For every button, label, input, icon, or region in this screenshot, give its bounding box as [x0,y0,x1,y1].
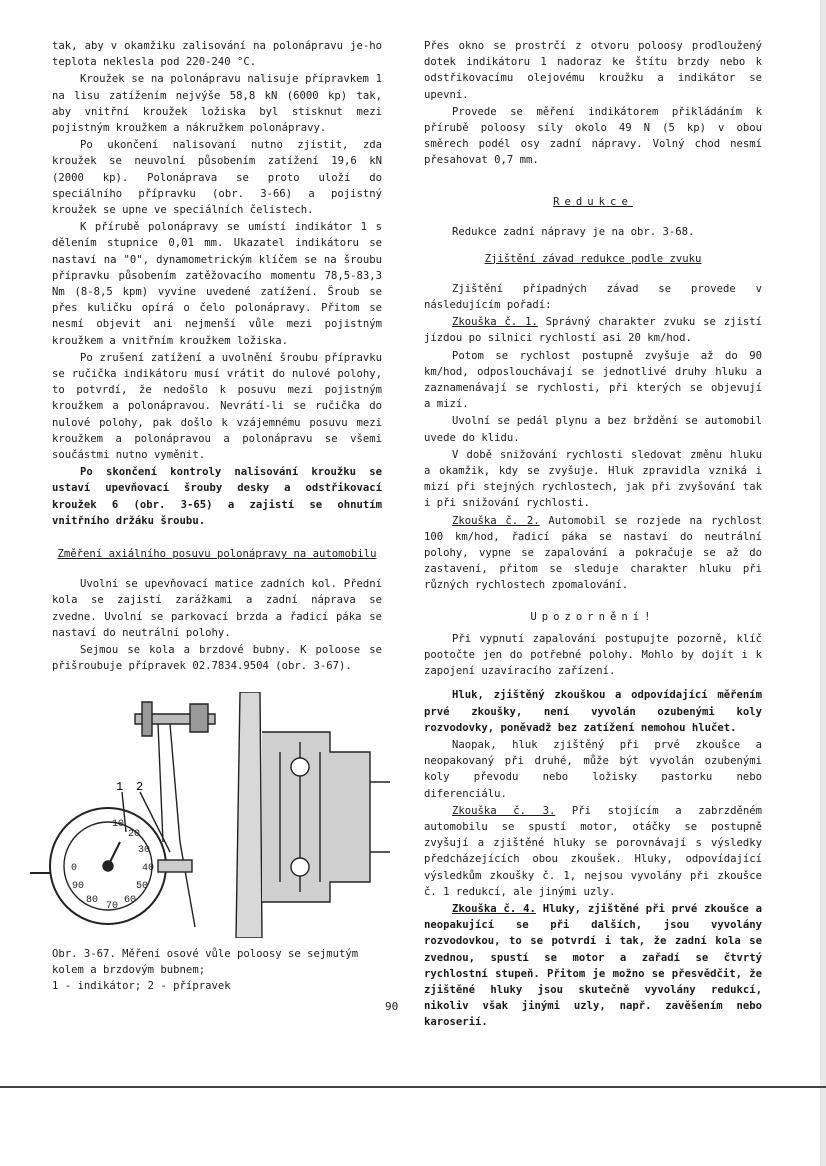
paragraph: Sejmou se kola a brzdové bubny. K poloose se přišroubuje přípravek 02.7834.9504 (obr. 3-67). [52,643,382,673]
test-label: Zkouška č. 1. [452,316,538,329]
figure-label-2: 2 [136,780,144,794]
paragraph: Kroužek se na polonápravu nalisuje přípravkem 1 na lisu zatížením nejvýše 58,8 kN (6000 kp) tak, aby vnitřní kroužek ložiska byl stisknut mezi pojistným kroužkem a nákružkem polonápravy. [52,73,382,135]
figure-label-1: 1 [116,780,124,794]
paragraph: Po zrušení zatížení a uvolnění šroubu přípravku se ručička indikátoru musí vrátit do nulové polohy, to potvrdí, že nedošlo k posuvu mezi pojistným kroužkem a polonápravou. Nevrátí-li se ručička do nulové polohy, pak došlo k vzájemnému posuvu mezi kroužkem a polonápravou a polonápravu se všemi součástmi nutno vyměnit. [52,351,382,462]
paragraph-text: Při stojícím a zabrzděném automobilu se spustí motor, otáčky se postupně zvyšují a zjištěné hluky se porovnávají s výsledky předcházejících obou zkoušek. Hluky, odpovídající výsledkům zkoušky č. 1, nejsou vyvolány při zkoušce č. 1 redukcí, ale jinými uzly. [424,804,763,898]
paragraph: Potom se rychlost postupně zvyšuje až do 90 km/hod, odposlouchávají se jednotlivé druhy hluku a zaznamenávají se rychlosti, při kterých se objevují a mizí. [424,349,762,411]
paragraph: V době snižování rychlosti sledovat změnu hluku a okamžik, kdy se zvyšuje. Hluk zpravidla vzniká i mizí při stejných rychlostech, jak při zvyšování tak i při snižování rychlosti. [424,448,762,510]
scan-edge-shadow [820,0,826,1166]
dial-number: 60 [123,895,137,906]
paragraph [424,314,762,346]
warning-heading: Upozornění! [530,610,656,623]
paragraph [424,803,762,900]
dial-number: 0 [70,863,78,874]
test-label: Zkouška č. 4. [452,902,536,915]
dial-number: 30 [137,845,151,856]
paragraph-text: Hluky, zjištěné při prvé zkoušce a neopakující se při dalších, jsou vyvolány rozvodovkou, to se potvrdí i tak, že zadní kola se zvednou, spustí se motor a zařadí se čtvrtý rychlostní stupeň. Přitom je možno se přesvědčit, že zjištěné hluky jsou skutečně vyvolány redukcí, nikoliv však jinými uzly, např. zavěšením nebo karoserií. [424,902,762,1029]
dial-number: 90 [71,881,85,892]
dial-number: 40 [141,863,155,874]
paragraph: Uvolní se upevňovací matice zadních kol. Přední kola se zajistí zarážkami a zadní náprava se zvedne. Uvolní se parkovací brzda a řadicí páka se nastaví do neutrální polohy. [52,578,382,639]
figure-caption [52,946,382,995]
dial-number: 20 [127,829,141,840]
paragraph: Zjištění případných závad se provede v následujícím pořadí: [424,282,762,312]
paragraph-text: Správný charakter zvuku se zjistí jízdou po silnici rychlostí asi 20 km/hod. [424,316,762,345]
figure-3-67-axle-indicator [30,692,390,938]
section-heading: Změření axiálního posuvu polonápravy na automobilu [57,548,377,561]
dial-number: 70 [105,901,119,912]
page-number: 90 [385,1000,399,1013]
paragraph: Provede se měření indikátorem přikládáním k přírubě poloosy síly okolo 49 N (5 kp) v obou směrech podél osy zadní nápravy. Volný chod nesmí přesahovat 0,7 mm. [424,105,762,167]
paragraph: tak, aby v okamžiku zalisování na polonápravu je-ho teplota neklesla pod 220-240 °C. [52,40,382,69]
test-label: Zkouška č. 2. [452,514,540,527]
paragraph: Po skončení kontroly nalisování kroužku se ustaví upevňovací šrouby desky a odstřikovací kroužek 6 (obr. 3-65) a zajistí se ohnutím vnitřního držáku šroubu. [52,466,382,527]
left-column [52,38,382,675]
paragraph: K přírubě polonápravy se umístí indikátor 1 s dělením stupnice 0,01 mm. Ukazatel indikátoru se nastaví na "0", dynamometrickým klíčem se na šroubu přípravku působením zatěžovacího momentu 78,5-83,3 Nm (8-8,5 kpm) vyvine uvedené zatížení. Šroub se přes kuličku opírá o čelo polonápravy. Přitom se nesmí objevit ani nejmenší vůle mezi pojistným kroužkem a vnitřním kroužkem ložiska. [52,221,382,347]
right-column [424,38,762,1032]
section-heading: Redukce [553,195,633,208]
paragraph: Redukce zadní nápravy je na obr. 3-68. [452,225,695,238]
dial-number: 50 [135,881,149,892]
caption-line: Obr. 3-67. Měření osové vůle poloosy se sejmutým kolem a brzdovým bubnem; [52,948,359,977]
section-heading: Zjištění závad redukce podle zvuku [484,252,702,265]
paragraph: Přes okno se prostrčí z otvoru poloosy prodloužený dotek indikátoru 1 nadoraz ke štítu brzdy nebo k odstřikovacímu olejovému kroužku a indikátor se upevní. [424,40,762,101]
paragraph: Po ukončení nalisovaní nutno zjistit, zda kroužek se neuvolní působením zatížení 19,6 kN (2000 kp). Polonáprava se proto uloží do speciálního přípravku (obr. 3-66) a pojistný kroužek se upne ve speciálních čelistech. [52,139,382,217]
caption-legend: 1 - indikátor; 2 - přípravek [52,980,231,993]
test-label: Zkouška č. 3. [452,804,556,817]
paragraph: Uvolní se pedál plynu a bez brždění se automobil uvede do klidu. [424,415,762,444]
paragraph-text: Automobil se rozjede na rychlost 100 km/hod, řadicí páka se nastaví do neutrální polohy, vypne se zapalování a pokračuje se až do zastavení, přitom se sleduje charakter hluku při různých rychlostech zpomalování. [424,514,762,592]
paragraph: Naopak, hluk zjištěný při prvé zkoušce a neopakovaný při druhé, může být vyvolán ozubenými koly převodu nebo ložisky pastorku nebo diferenciálu. [424,738,762,800]
paragraph: Hluk, zjištěný zkouškou a odpovídající měřením prvé zkoušky, není vyvolán ozubenými koly rozvodovky, poněvadž bez zatížení nemohou hlučet. [424,689,762,734]
paragraph: Při vypnutí zapalování postupujte pozorně, klíč pootočte jen do potřebné polohy. Mohlo by dojít i k zapojení uzavíracího zařízení. [424,632,762,678]
bottom-rule [0,1086,826,1088]
paragraph [424,513,762,594]
dial-number: 80 [85,895,99,906]
dial-number: 10 [111,819,125,830]
paragraph [424,901,762,1031]
